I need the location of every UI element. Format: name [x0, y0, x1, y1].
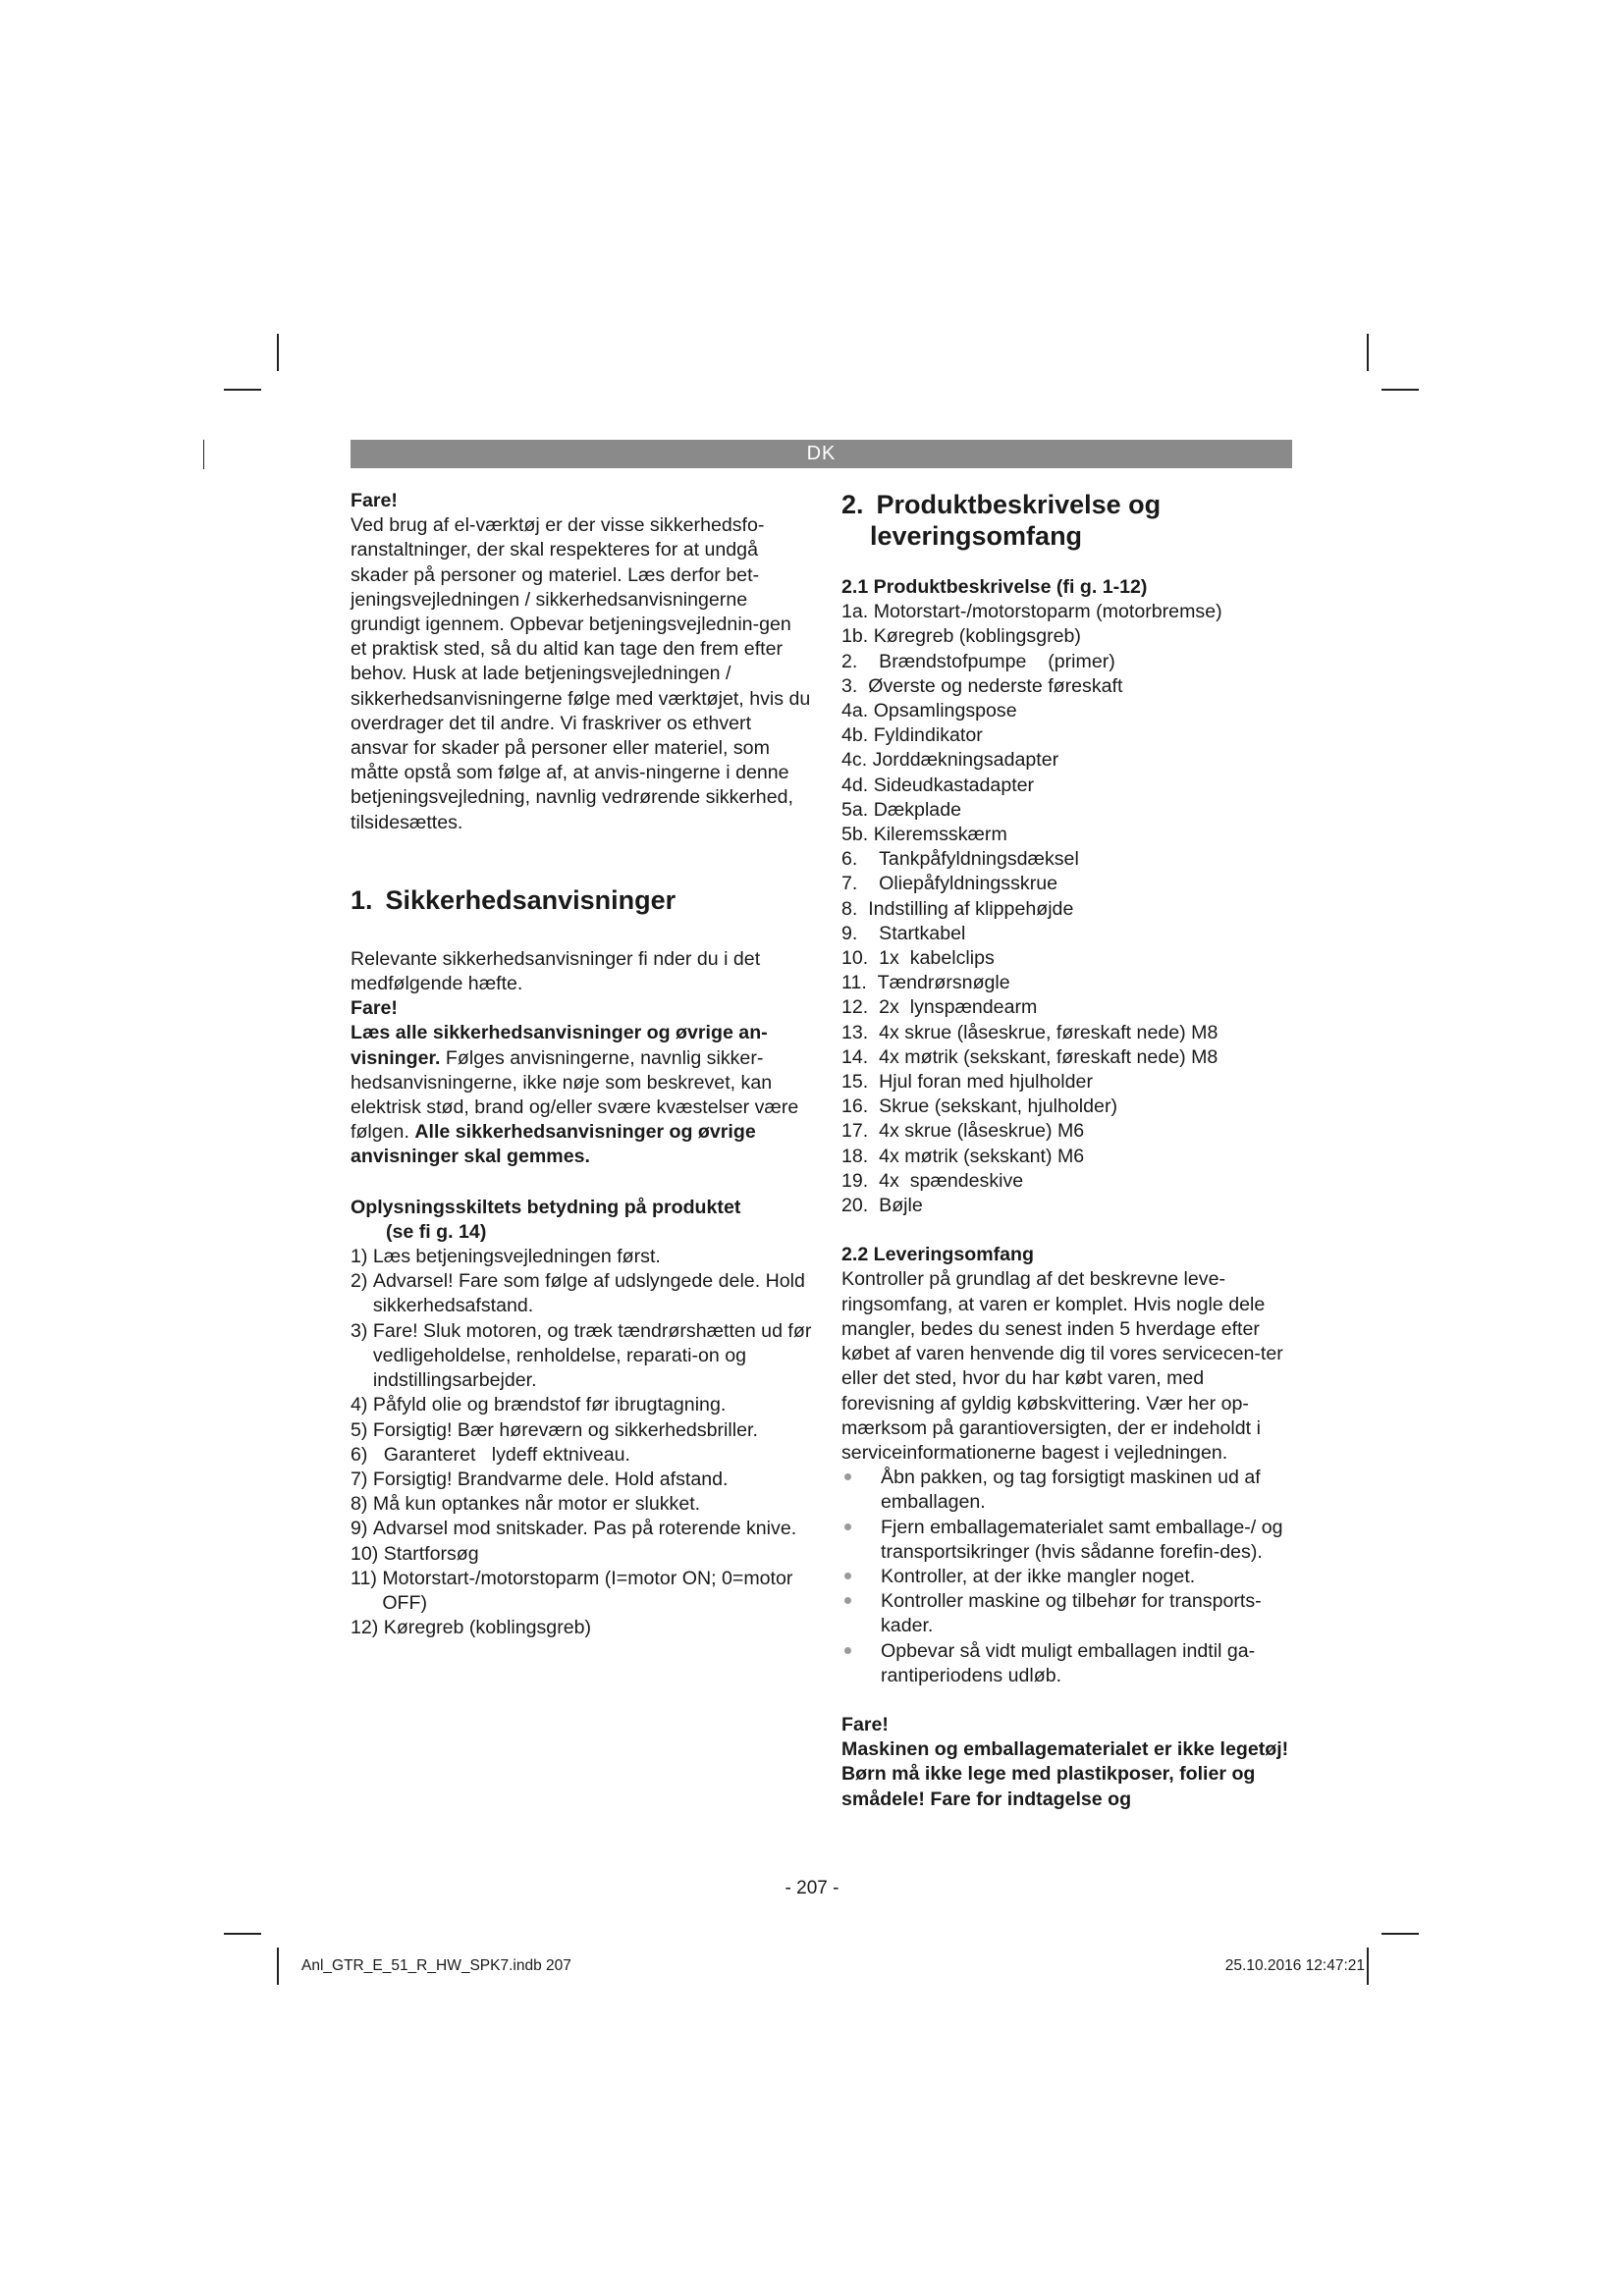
list-item: 13. 4x skrue (låseskrue, føreskaft nede) M8 — [841, 1021, 1218, 1043]
list-item: 12. 2x lynspændearm — [841, 996, 1038, 1019]
list-item: 2) Advarsel! Fare som følge af udslyngede dele. Hold sikkerhedsafstand. — [351, 1270, 805, 1317]
list-item: 3) Fare! Sluk motoren, og træk tændrørshætten ud før vedligeholdelse, renholdelse, reparati-on og indstillingsarbejder. — [351, 1319, 812, 1392]
parts-list — [841, 600, 1297, 1218]
list-item: 5a. Dækplade — [841, 798, 961, 821]
section-1-number: 1. — [351, 884, 373, 915]
list-item: 9. Startkabel — [841, 922, 966, 944]
list-item: 1b. Køregreb (koblingsgreb) — [841, 625, 1081, 648]
crop-mark-top-left-h — [224, 389, 261, 391]
crop-mark-bottom-left-v — [277, 1948, 279, 1985]
fare-heading: Fare! — [351, 490, 398, 511]
list-item: Kontroller, at der ikke mangler noget. — [841, 1565, 1297, 1589]
list-item: 4) Påfyld olie og brændstof før ibrugtagning. — [351, 1394, 727, 1416]
delivery-checklist — [841, 1466, 1297, 1688]
delivery-paragraph: Kontroller på grundlag af det beskrevne leve-ringsomfang, at varen er komplet. Hvis nogle dele mangler, bedes du senest inden 5 hverdage efter købet af varen henvende dig til vores servicecen-ter eller det sted, hvor du har købt varen, med forevisning af gyldig købskvittering. Vær her op-mærksom på garantioversigten, der er indeholdt i serviceinformationerne bagest i vejledningen. — [841, 1268, 1283, 1464]
list-item: 6) Garanteret lydeff ektniveau. — [351, 1443, 630, 1466]
right-column — [841, 489, 1297, 1812]
bullet-icon — [844, 1597, 851, 1604]
section-2-title — [841, 489, 1297, 520]
list-item: 5) Forsigtig! Bær høreværn og sikkerhedsbriller. — [351, 1418, 758, 1441]
list-item: 12) Køregreb (koblingsgreb) — [351, 1617, 592, 1639]
fare-heading-2: Fare! — [351, 997, 398, 1020]
sign-heading-line-2: (se fi g. 14) — [386, 1220, 487, 1243]
list-item: 9) Advarsel mod snitskader. Pas på roterende knive. — [351, 1518, 797, 1540]
subsection-2-2-heading: 2.2 Leveringsomfang — [841, 1244, 1034, 1266]
crop-mark-top-right-h — [1381, 389, 1419, 391]
section-1-title-text: Sikkerhedsanvisninger — [385, 884, 677, 915]
list-item: Fjern emballagematerialet samt emballage-/ og transportsikringer (hvis sådanne forefin-des). — [841, 1516, 1297, 1565]
list-item: 11. Tændrørsnøgle — [841, 972, 1010, 994]
list-item: 17. 4x skrue (låseskrue) M6 — [841, 1120, 1085, 1143]
list-item: 4a. Opsamlingspose — [841, 700, 1017, 722]
list-item: Opbevar så vidt muligt emballagen indtil ga-rantiperiodens udløb. — [841, 1639, 1297, 1688]
section-2-title-line-2: leveringsomfang — [870, 521, 1083, 551]
print-date-time: 25.10.2016 12:47:21 — [1224, 1957, 1365, 1974]
crop-mark-bottom-right-v — [1367, 1948, 1369, 1985]
crop-mark-top-left-v — [277, 334, 279, 371]
list-item: 15. Hjul foran med hjulholder — [841, 1071, 1093, 1094]
section-1-title — [351, 884, 812, 916]
list-item: 18. 4x møtrik (sekskant) M6 — [841, 1145, 1085, 1167]
fare-heading-3: Fare! — [841, 1713, 889, 1735]
list-item: 8. Indstilling af klippehøjde — [841, 897, 1074, 920]
list-item: 3. Øverste og nederste føreskaft — [841, 674, 1123, 697]
list-item: 1) Læs betjeningsvejledningen først. — [351, 1246, 661, 1268]
language-label: DK — [806, 443, 837, 464]
list-item: 4d. Sideudkastadapter — [841, 774, 1035, 796]
list-item: 2. Brændstofpumpe (primer) — [841, 650, 1115, 672]
list-item: 1a. Motorstart-/motorstoparm (motorbremse) — [841, 601, 1222, 623]
sign-meaning-list — [351, 1245, 812, 1640]
list-item: 6. Tankpåfyldningsdæksel — [841, 848, 1079, 871]
list-item: Åbn pakken, og tag forsigtigt maskinen ud af emballagen. — [841, 1466, 1297, 1515]
list-item: 5b. Kileremsskærm — [841, 824, 1007, 846]
language-header-bar — [351, 440, 1292, 468]
crop-mark-bottom-left-h — [224, 1933, 261, 1935]
bullet-icon — [844, 1573, 851, 1579]
relevant-paragraph: Relevante sikkerhedsanvisninger fi nder du i det medfølgende hæfte. — [351, 947, 761, 995]
list-item: 7. Oliepåfyldningsskrue — [841, 873, 1058, 895]
subsection-2-1-heading: 2.1 Produktbeskrivelse (fi g. 1-12) — [841, 576, 1148, 598]
section-2-number: 2. — [841, 490, 864, 519]
fare-paragraph-3: Maskinen og emballagematerialet er ikke legetøj! Børn må ikke lege med plastikposer, folier og smådele! Fare for indtagelse og — [841, 1738, 1289, 1810]
list-item: 11) Motorstart-/motorstoparm (I=motor ON; 0=motor OFF) — [351, 1567, 793, 1614]
list-item: 20. Bøjle — [841, 1195, 923, 1217]
bullet-icon — [844, 1523, 851, 1530]
section-2-title-line-1: Produktbeskrivelse og — [876, 490, 1162, 519]
warning-bold-2: Alle sikkerhedsanvisninger og øvrige anvisninger skal gemmes. — [351, 1121, 756, 1168]
bullet-icon — [844, 1473, 851, 1480]
warning-normal: Følges anvisningerne, navnlig sikker-hedsanvisningerne, ikke nøje som beskrevet, kan elektrisk stød, brand og/eller svære kvæstelser være følgen. — [351, 1046, 799, 1144]
registration-mark-left — [203, 440, 204, 469]
list-item: 8) Må kun optankes når motor er slukket. — [351, 1493, 701, 1516]
list-item: 4b. Fyldindikator — [841, 724, 983, 747]
page-number: - 207 - — [785, 1878, 839, 1898]
crop-mark-bottom-right-h — [1381, 1933, 1419, 1935]
list-item: Kontroller maskine og tilbehør for transports-kader. — [841, 1589, 1297, 1638]
list-item: 4c. Jorddækningsadapter — [841, 749, 1059, 772]
list-item: 14. 4x møtrik (sekskant, føreskaft nede) M8 — [841, 1045, 1218, 1068]
file-info: Anl_GTR_E_51_R_HW_SPK7.indb 207 — [301, 1957, 571, 1974]
crop-mark-top-right-v — [1367, 334, 1369, 371]
list-item: 10. 1x kabelclips — [841, 947, 995, 970]
bullet-icon — [844, 1647, 851, 1654]
sign-heading-line-1: Oplysningsskiltets betydning på produktet — [351, 1196, 741, 1218]
fare-paragraph: Ved brug af el-værktøj er der visse sikkerhedsfo-ranstaltninger, der skal respekteres for at undgå skader på personer og materiel. Læs derfor bet-jeningsvejledningen / sikkerhedsanvisningerne grundigt igennem. Opbevar betjeningsvejlednin-gen et praktisk sted, så du altid kan tage den frem efter behov. Husk at lade betjeningsvejledningen / sikkerhedsanvisningerne følge med værktøjet, hvis du overdrager det til andre. Vi fraskriver os ethvert ansvar for skader på personer eller materiel, som måtte opstå som følge af, at anvis-ningerne i denne betjeningsvejledning, navnlig vedrørende sikkerhed, tilsidesættes. — [351, 514, 811, 833]
list-item: 19. 4x spændeskive — [841, 1169, 1024, 1192]
warning-paragraph — [351, 1021, 812, 1169]
warning-bold-1: Læs alle sikkerhedsanvisninger og øvrige an-visninger. — [351, 1022, 768, 1069]
left-column — [351, 489, 812, 1640]
list-item: 10) Startforsøg — [351, 1542, 479, 1565]
list-item: 7) Forsigtig! Brandvarme dele. Hold afstand. — [351, 1468, 729, 1490]
list-item: 16. Skrue (sekskant, hjulholder) — [841, 1095, 1117, 1118]
